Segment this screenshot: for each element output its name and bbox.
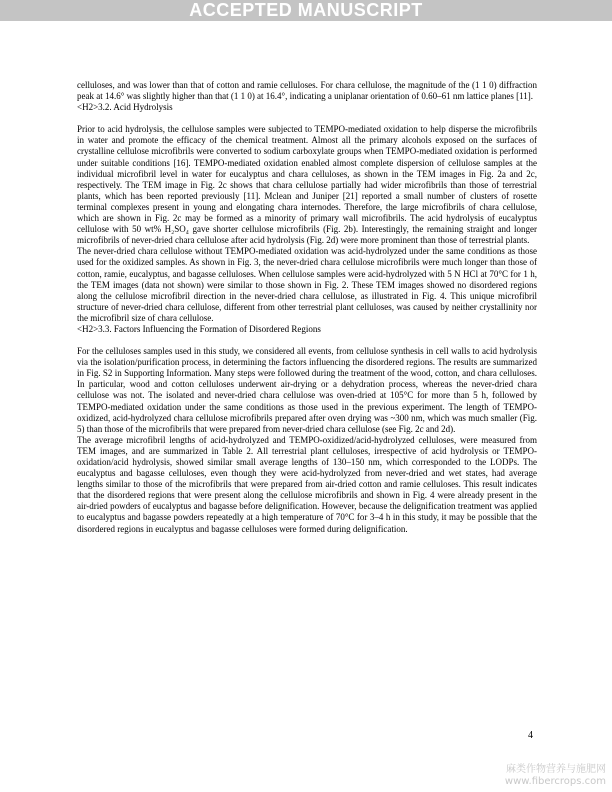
paragraph-gap xyxy=(77,113,537,124)
paragraph-disordered-regions-2: The average microfibril lengths of acid-hydrolyzed and TEMPO-oxidized/acid-hydrolyzed celluloses, were measured from TEM images, and are summarized in Table 2. All terrestrial plant celluloses, irrespective of acid hydrolysis or TEMPO-oxidation/acid hydrolysis, showed similar small average lengths of 130–150 nm, which corresponded to the LODPs. The eucalyptus and bagasse celluloses, even though they were acid-hydrolyzed from never-dried and wet states, had average lengths similar to those of the microfibrils that were prepared from air-dried cotton and ramie celluloses. This result indicates that the disordered regions that were present along the cellulose microfibrils and shown in Fig. 4 were already present in the air-dried powders of eucalyptus and bagasse before delignification. However, because the delignification treatment was applied to eucalyptus and bagasse powders repeatedly at a high temperature of 70°C for 3–4 h in this study, it may be possible that the disordered regions in eucalyptus and bagasse celluloses were formed during delignification. xyxy=(77,434,537,534)
section-heading-acid-hydrolysis: <H2>3.2. Acid Hydrolysis xyxy=(77,102,173,113)
paragraph-acid-hydrolysis-2: The never-dried chara cellulose without TEMPO-mediated oxidation was acid-hydrolyzed under the same conditions as those used for the oxidized samples. As shown in Fig. 3, the never-dried chara cellulose microfibrils were much longer than those of cotton, ramie, eucalyptus, and bagasse celluloses. When cellulose samples were acid-hydrolyzed with 5 N HCl at 70°C for 1 h, the TEM images (data not shown) were similar to those shown in Fig. 2. These TEM images showed no disordered regions along the cellulose microfibril direction in the never-dried chara cellulose, as illustrated in Fig. 4. This unique microfibril structure of never-dried chara cellulose, different from other terrestrial plant celluloses, was caused by neither crystallinity nor the microfibril size of chara cellulose. xyxy=(77,246,537,323)
paragraph-gap xyxy=(77,335,537,346)
paragraph-disordered-regions-1: For the celluloses samples used in this study, we considered all events, from cellulose synthesis in cell walls to acid hydrolysis via the isolation/purification process, in determining the factors influencing the disordered regions. The results are summarized in Fig. S2 in Supporting Information. Many steps were followed during the treatment of the wood, cotton, and chara celluloses. In particular, wood and cotton celluloses underwent air-drying or a dehydration process, whereas the never-dried chara cellulose was not. The isolated and never-dried chara cellulose was oven-dried at 105°C for more than 5 h, followed by TEMPO-mediated oxidation under the same conditions as those used in the previous experiment. The length of TEMPO-oxidized, acid-hydrolyzed chara cellulose microfibrils prepared after oven drying was ~300 nm, which was much smaller (Fig. 5) than those of the microfibrils that were prepared from never-dried chara cellulose (see Fig. 2c and 2d). xyxy=(77,346,537,434)
manuscript-body xyxy=(77,80,537,535)
accepted-manuscript-banner: ACCEPTED MANUSCRIPT xyxy=(0,0,612,21)
watermark-url: www.fibercrops.com xyxy=(504,776,606,787)
section-heading-disordered-regions: <H2>3.3. Factors Influencing the Formation of Disordered Regions xyxy=(77,323,321,334)
site-watermark xyxy=(505,764,606,788)
paragraph-acid-hydrolysis-1: Prior to acid hydrolysis, the cellulose samples were subjected to TEMPO-mediated oxidation to help disperse the microfibrils in water and promote the efficacy of the chemical treatment. Almost all the primary alcohols exposed on the surfaces of crystalline cellulose microfibrils were converted to sodium carboxylate groups when TEMPO-mediated oxidation is performed under suitable conditions [16]. TEMPO-mediated oxidation enabled almost complete dispersion of cellulose samples at the individual microfibril level in water for eucalyptus and chara celluloses, as shown in the TEM images in Fig. 2a and 2c, respectively. The TEM image in Fig. 2c shows that chara cellulose partially had wider microfibrils than those of terrestrial plants, which has been reported previously [11]. Mclean and Juniper [21] reported a small number of clusters of rosette terminal complexes present in young and elongating chara internodes. Therefore, the large microfibrils of chara cellulose, which are shown in Fig. 2c may be formed as a minority of primary wall microfibrils. The acid hydrolysis of eucalyptus cellulose with 50 wt% H₂SO₄ gave shorter cellulose microfibrils (Fig. 2b). Interestingly, the remaining straight and longer microfibrils of never-dried chara cellulose after acid hydrolysis (Fig. 2d) were more prominent than those of terrestrial plants. xyxy=(77,124,537,246)
paragraph-intro: celluloses, and was lower than that of cotton and ramie celluloses. For chara cellulose, the magnitude of the (1 1 0) diffraction peak at 14.6° was slightly higher than that (1 1 0) at 16.4°, indicating a uniplanar orientation of 0.60–61 nm lattice planes [11]. xyxy=(77,80,537,102)
page-number: 4 xyxy=(528,730,533,741)
watermark-title: 麻类作物营养与施肥网 xyxy=(506,764,606,775)
